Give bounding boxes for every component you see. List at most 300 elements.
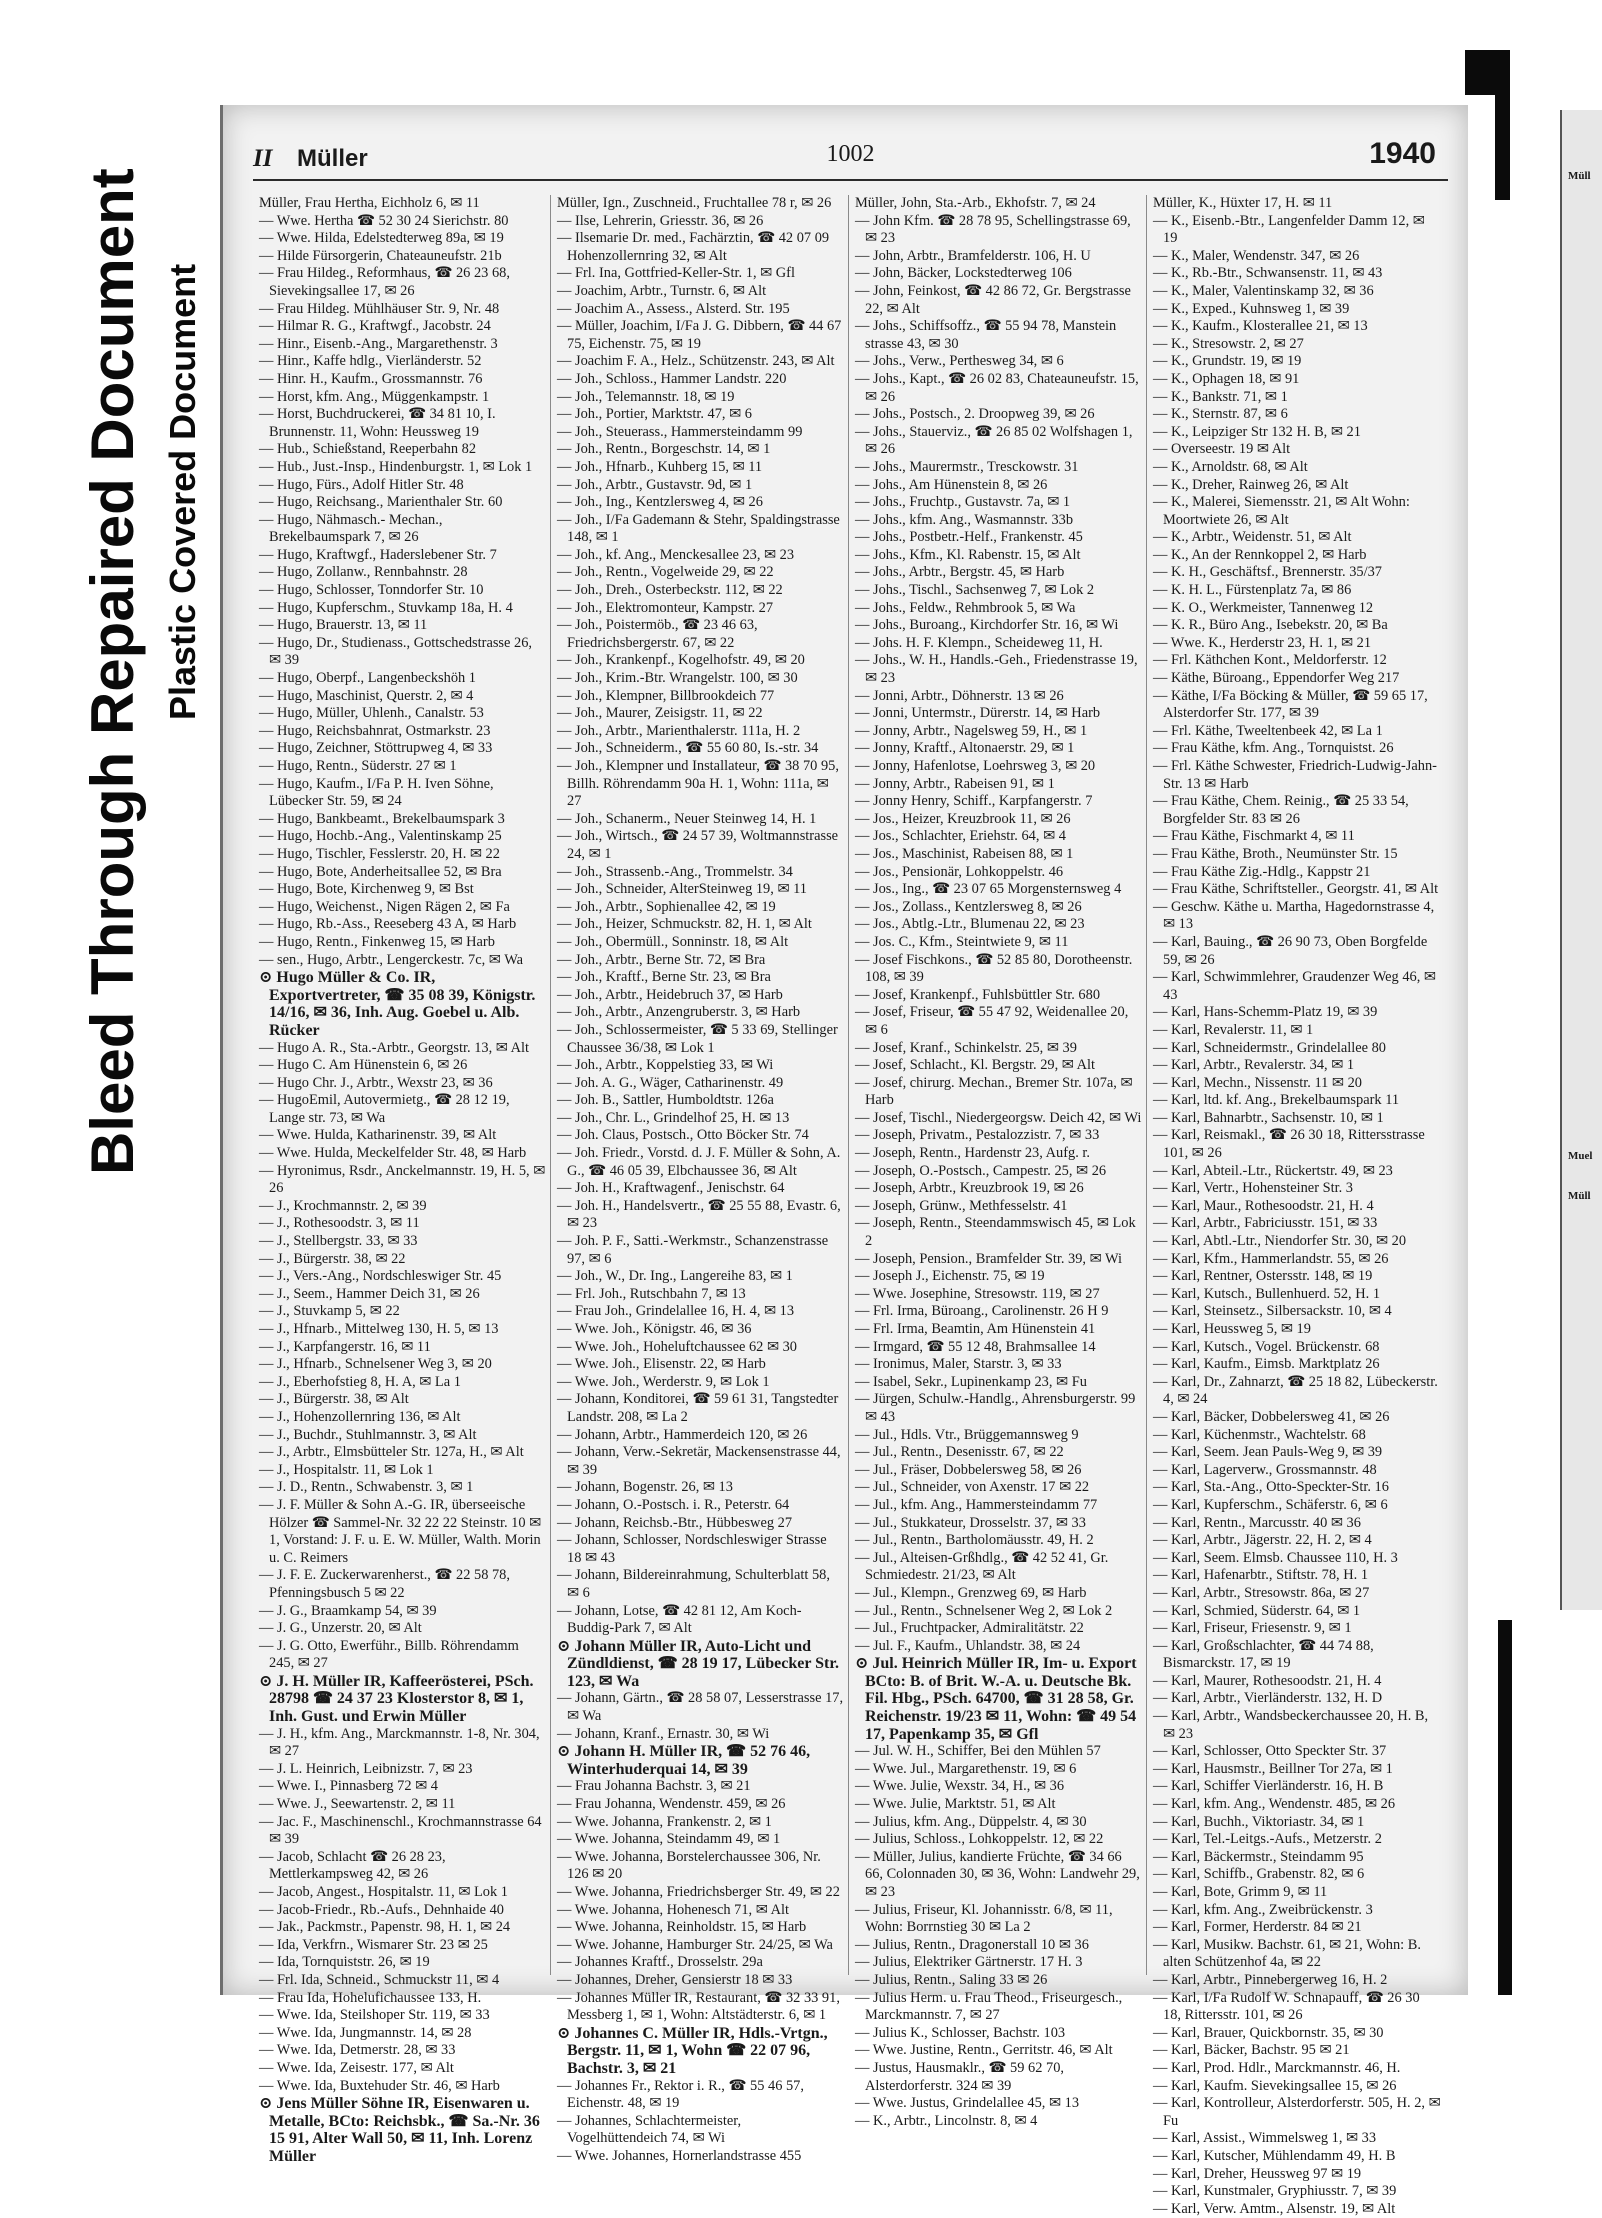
directory-entry: — Karl, Kfm., Hammerlandstr. 55, ✉ 26 bbox=[1153, 1250, 1389, 1267]
directory-entry: — Karl, Verw. Amtm., Alsenstr. 19, ✉ Alt bbox=[1153, 2200, 1396, 2217]
directory-entry: — John Kfm. ☎ 28 78 95, Schellingstrasse 69, ✉ 23 bbox=[855, 212, 1131, 247]
directory-entry: — Johann, Gärtn., ☎ 28 58 07, Lesserstrasse 17, ✉ Wa bbox=[557, 1690, 844, 1725]
directory-entry: Müller, Frau Hertha, Eichholz 6, ✉ 11 bbox=[259, 195, 480, 211]
column-1 bbox=[253, 195, 551, 2165]
directory-entry: — Josef, chirurg. Mechan., Bremer Str. 107a, ✉ Harb bbox=[855, 1074, 1133, 1109]
directory-entry: — Johs., Maurermstr., Tresckowstr. 31 bbox=[855, 458, 1079, 475]
directory-entry: — Julius Herm. u. Frau Theod., Friseurgesch., Marckmannstr. 7, ✉ 27 bbox=[855, 1989, 1123, 2024]
directory-entry: — Joh. H., Handelsvertr., ☎ 25 55 88, Evastr. 6, ✉ 23 bbox=[557, 1197, 841, 1232]
directory-entry: — Hub., Just.-Insp., Hindenburgstr. 1, ✉ Lok 1 bbox=[259, 458, 533, 475]
directory-entry: — Joh., Steuerass., Hammersteindamm 99 bbox=[557, 423, 803, 440]
directory-entry: — Jonny, Hafenlotse, Loehrsweg 3, ✉ 20 bbox=[855, 758, 1096, 774]
directory-entry: — Karl, Maur., Rothesoodstr. 21, H. 4 bbox=[1153, 1197, 1374, 1214]
directory-entry: — Joh., Hfnarb., Kuhberg 15, ✉ 11 bbox=[557, 458, 763, 475]
directory-entry: — K., Leipziger Str 132 H. B, ✉ 21 bbox=[1153, 423, 1361, 440]
directory-entry: — Johann, O.-Postsch. i. R., Peterstr. 64 bbox=[557, 1496, 790, 1513]
directory-entry: — Hugo, Weichenst., Nigen Rägen 2, ✉ Fa bbox=[259, 898, 510, 915]
directory-entry: — Wwe. Hulda, Meckelfelder Str. 48, ✉ Harb bbox=[259, 1145, 527, 1162]
directory-entry: — Müller, Joachim, I/Fa J. G. Dibbern, ☎ 44 67 75, Eichenstr. 75, ✉ 19 bbox=[557, 318, 842, 352]
directory-entry: — Jul., Rentn., Desenisstr. 67, ✉ 22 bbox=[855, 1444, 1064, 1461]
directory-entry: — K., Arbtr., Weidenstr. 51, ✉ Alt bbox=[1153, 529, 1352, 546]
header-surname: Müller bbox=[297, 145, 368, 172]
directory-entry: — Jul., Rentn., Bartholomäusstr. 49, H. 2 bbox=[855, 1532, 1094, 1549]
directory-entry: — J., Bürgerstr. 38, ✉ Alt bbox=[259, 1391, 409, 1408]
directory-entry: — Karl, Bäckermstr., Steindamm 95 bbox=[1153, 1848, 1364, 1865]
directory-entry: — Hinr., Eisenb.-Ang., Margarethenstr. 3 bbox=[259, 335, 498, 352]
directory-entry: — Hugo, Nähmasch.- Mechan., Brekelbaumspark 7, ✉ 26 bbox=[259, 511, 443, 546]
directory-entry: — Jos., Maschinist, Rabeisen 88, ✉ 1 bbox=[855, 845, 1074, 862]
directory-entry: — Jul., Alteisen-Grßhdlg., ☎ 42 52 41, Gr. Schmiedestr. 21/23, ✉ Alt bbox=[855, 1549, 1109, 1584]
directory-entry: — Ironimus, Maler, Starstr. 3, ✉ 33 bbox=[855, 1356, 1062, 1373]
column-4 bbox=[1147, 195, 1445, 2217]
directory-entry: — Joh., Schneider, AlterSteinweg 19, ✉ 11 bbox=[557, 881, 807, 898]
directory-entry: — Jacob-Friedr., Rb.-Aufs., Dehnhaide 40 bbox=[259, 1901, 504, 1918]
directory-entry: — Frl. Joh., Rutschbahn 7, ✉ 13 bbox=[557, 1285, 746, 1302]
directory-entry: — Karl, Arbtr., Jägerstr. 22, H. 2, ✉ 4 bbox=[1153, 1532, 1372, 1549]
directory-entry: — Karl, Brauer, Quickbornstr. 35, ✉ 30 bbox=[1153, 2024, 1384, 2041]
directory-entry: — Johannes, Dreher, Gensierstr 18 ✉ 33 bbox=[557, 1971, 793, 1988]
directory-entry: — Karl, Tel.-Leitgs.-Aufs., Metzerstr. 2 bbox=[1153, 1831, 1382, 1848]
directory-entry: — Wwe. Justus, Grindelallee 45, ✉ 13 bbox=[855, 2095, 1080, 2112]
directory-entry: — Hugo, Tischler, Fesslerstr. 20, H. ✉ 22 bbox=[259, 845, 500, 862]
directory-entry: — Karl, Kutscher, Mühlendamm 49, H. B bbox=[1153, 2147, 1396, 2164]
directory-entry: — Jonny, Arbtr., Nagelsweg 59, H., ✉ 1 bbox=[855, 722, 1088, 739]
directory-entry: — Hugo, Maschinist, Querstr. 2, ✉ 4 bbox=[259, 687, 474, 704]
directory-entry: — Karl, Hafenarbtr., Stiftstr. 78, H. 1 bbox=[1153, 1567, 1369, 1584]
directory-entry: — Joh., Klempner und Installateur, ☎ 38 70 95, Billh. Röhrendamm 90a H. 1, Wohn: 111a, ✉ 27 bbox=[557, 758, 839, 810]
scan-edge-right-upper bbox=[1495, 50, 1510, 200]
directory-entry: — Karl, Bäcker, Dobbelersweg 41, ✉ 26 bbox=[1153, 1408, 1390, 1425]
directory-entry: — Joh., Arbtr., Koppelstieg 33, ✉ Wi bbox=[557, 1057, 774, 1074]
directory-entry: — Joh., Rentn., Vogelweide 29, ✉ 22 bbox=[557, 564, 774, 581]
directory-entry: ⊙ Johann Müller IR, Auto-Licht und Zündldienst, ☎ 28 19 17, Lübecker Str. 123, ✉ Wa bbox=[557, 1637, 839, 1690]
directory-entry: — Joh., Elektromonteur, Kampstr. 27 bbox=[557, 599, 774, 616]
directory-entry: — Joachim F. A., Helz., Schützenstr. 243, ✉ Alt bbox=[557, 353, 835, 370]
directory-entry: — Horst, kfm. Ang., Müggenkampstr. 1 bbox=[259, 388, 490, 405]
directory-entry: ⊙ Johannes C. Müller IR, Hdls.-Vrtgn., Bergstr. 11, ✉ 1, Wohn ☎ 22 07 96, Bachstr. 3, ✉ 21 bbox=[557, 2024, 828, 2077]
directory-entry: — Josef, Tischl., Niedergeorgsw. Deich 42, ✉ Wi bbox=[855, 1109, 1142, 1126]
directory-entry: — J., Buchdr., Stuhlmannstr. 3, ✉ Alt bbox=[259, 1426, 477, 1443]
directory-entry: — Julius, Friseur, Kl. Johannisstr. 6/8, ✉ 11, Wohn: Borrnstieg 30 ✉ La 2 bbox=[855, 1901, 1113, 1936]
directory-entry: — J., Eberhofstieg 8, H. A, ✉ La 1 bbox=[259, 1373, 461, 1390]
directory-entry: — Karl, Kaufm. Sievekingsallee 15, ✉ 26 bbox=[1153, 2077, 1397, 2094]
directory-entry: — K., Ophagen 18, ✉ 91 bbox=[1153, 370, 1300, 387]
directory-entry: — Jonny, Kraftf., Altonaerstr. 29, ✉ 1 bbox=[855, 740, 1075, 757]
directory-entry: — Joh. B., Sattler, Humboldtstr. 126a bbox=[557, 1092, 774, 1109]
directory-entry: — Joh., Heizer, Schmuckstr. 82, H. 1, ✉ Alt bbox=[557, 916, 812, 933]
directory-entry: — K. O., Werkmeister, Tannenweg 12 bbox=[1153, 599, 1374, 616]
directory-entry: — Jos., Ing., ☎ 23 07 65 Morgensternsweg 4 bbox=[855, 881, 1122, 898]
directory-entry: — Wwe. Hertha ☎ 52 30 24 Sierichstr. 80 bbox=[259, 212, 509, 229]
directory-entry: — Wwe. J., Seewartenstr. 2, ✉ 11 bbox=[259, 1796, 456, 1813]
directory-entry: — Joh., W., Dr. Ing., Langereihe 83, ✉ 1 bbox=[557, 1268, 793, 1285]
directory-entry: — Frau Käthe, Schriftsteller., Georgstr. 41, ✉ Alt bbox=[1153, 881, 1439, 898]
directory-entry: — Hilde Fürsorgerin, Chateauneufstr. 21b bbox=[259, 247, 502, 264]
directory-entry: Müller, K., Hüxter 17, H. ✉ 11 bbox=[1153, 195, 1333, 211]
directory-entry: — Wwe. Ida, Detmerstr. 28, ✉ 33 bbox=[259, 2042, 456, 2059]
directory-entry: — Karl, Großschlachter, ☎ 44 74 88, Bismarckstr. 17, ✉ 19 bbox=[1153, 1637, 1374, 1672]
directory-entry: — Karl, Kunstmaler, Gryphiusstr. 7, ✉ 39 bbox=[1153, 2183, 1397, 2200]
directory-entry: ⊙ J. H. Müller IR, Kaffeerösterei, PSch. 28798 ☎ 24 37 23 Klosterstor 8, ✉ 1, Inh. Gust. und Erwin Müller bbox=[259, 1672, 534, 1726]
strip-label-3: Müll bbox=[1568, 1190, 1591, 1202]
directory-entry: — Käthe, Büroang., Eppendorfer Weg 217 bbox=[1153, 670, 1400, 687]
directory-entry: — Joh., I/Fa Gademann & Stehr, Spaldingstrasse 148, ✉ 1 bbox=[557, 511, 840, 546]
directory-entry: — J. F. E. Zuckerwarenherst., ☎ 22 58 78, Pfenningsbusch 5 ✉ 22 bbox=[259, 1567, 510, 1601]
directory-entry: — Joh., Obermüll., Sonninstr. 18, ✉ Alt bbox=[557, 933, 789, 950]
directory-entry: — Johs., Buroang., Kirchdorfer Str. 16, ✉ Wi bbox=[855, 617, 1119, 634]
directory-entry: — Karl, Seem. Elmsb. Chaussee 110, H. 3 bbox=[1153, 1549, 1398, 1566]
directory-entry: — Johs., kfm. Ang., Wasmannstr. 33b bbox=[855, 511, 1074, 528]
directory-entry: — Jak., Packmstr., Papenstr. 98, H. 1, ✉ 24 bbox=[259, 1919, 511, 1936]
directory-entry: — Hugo C. Am Hünenstein 6, ✉ 26 bbox=[259, 1057, 468, 1074]
directory-entry: — Joseph, Rentn., Hardenstr 23, Aufg. r. bbox=[855, 1145, 1091, 1162]
directory-entry: — Joh. Claus, Postsch., Otto Böcker Str. 74 bbox=[557, 1127, 809, 1144]
directory-entry: — Wwe. Justine, Rentn., Gerritstr. 46, ✉ Alt bbox=[855, 2042, 1113, 2059]
directory-entry: — Wwe. Joh., Werderstr. 9, ✉ Lok 1 bbox=[557, 1373, 770, 1390]
directory-entry: — Joh., Arbtr., Berne Str. 72, ✉ Bra bbox=[557, 951, 766, 968]
directory-entry: — Hugo, Dr., Studienass., Gottschedstrasse 26, ✉ 39 bbox=[259, 634, 532, 669]
directory-entry: — John, Arbtr., Bramfelderstr. 106, H. U bbox=[855, 247, 1091, 264]
directory-entry: — Frau Johanna Bachstr. 3, ✉ 21 bbox=[557, 1778, 751, 1795]
directory-entry: — Wwe. Joh., Hoheluftchaussee 62 ✉ 30 bbox=[557, 1338, 797, 1355]
directory-entry: — Karl, Arbtr., Stresowstr. 86a, ✉ 27 bbox=[1153, 1584, 1370, 1601]
directory-entry: — Hugo, Zollanw., Rennbahnstr. 28 bbox=[259, 564, 468, 581]
directory-entry: — J. G., Unzerstr. 20, ✉ Alt bbox=[259, 1620, 422, 1637]
directory-entry: — Julius, Rentn., Dragonerstall 10 ✉ 36 bbox=[855, 1936, 1089, 1953]
directory-entry: — Karl, Kutsch., Vogel. Brückenstr. 68 bbox=[1153, 1338, 1380, 1355]
directory-entry: — Johs., Arbtr., Bergstr. 45, ✉ Harb bbox=[855, 564, 1065, 581]
directory-entry: — Ida, Verkfrn., Wismarer Str. 23 ✉ 25 bbox=[259, 1936, 488, 1953]
directory-entry: — Frl. Käthe, Tweeltenbeek 42, ✉ La 1 bbox=[1153, 722, 1383, 739]
directory-entry: — Josef Fischkons., ☎ 52 85 80, Dorotheenstr. 108, ✉ 39 bbox=[855, 951, 1133, 986]
directory-entry: — Hugo, Reichsbahnrat, Ostmarkstr. 23 bbox=[259, 722, 491, 739]
directory-entry: — Wwe. Johanne, Hamburger Str. 24/25, ✉ Wa bbox=[557, 1936, 833, 1953]
directory-entry: — Frau Käthe, Broth., Neumünster Str. 15 bbox=[1153, 845, 1398, 862]
directory-entry: — Jonni, Arbtr., Döhnerstr. 13 ✉ 26 bbox=[855, 687, 1064, 704]
directory-entry: — Johs., Kfm., Kl. Rabenstr. 15, ✉ Alt bbox=[855, 546, 1081, 563]
directory-entry: — Karl, Kaufm., Eimsb. Marktplatz 26 bbox=[1153, 1356, 1380, 1373]
directory-entry: — Karl, Seem. Jean Pauls-Weg 9, ✉ 39 bbox=[1153, 1444, 1383, 1461]
directory-entry: — Johs., Postbetr.-Helf., Frankenstr. 45 bbox=[855, 529, 1083, 546]
directory-entry: — Hinr., Kaffe hdlg., Vierländerstr. 52 bbox=[259, 353, 482, 370]
directory-entry: — J., Seem., Hammer Deich 31, ✉ 26 bbox=[259, 1285, 480, 1302]
directory-entry: — Karl, kfm. Ang., Wendenstr. 485, ✉ 26 bbox=[1153, 1796, 1396, 1813]
directory-entry: — K., An der Rennkoppel 2, ✉ Harb bbox=[1153, 546, 1367, 563]
directory-entry: — J., Hospitalstr. 11, ✉ Lok 1 bbox=[259, 1461, 434, 1478]
directory-entry: — K. R., Büro Ang., Isebekstr. 20, ✉ Ba bbox=[1153, 617, 1388, 634]
directory-entry: — Wwe. Johanna, Friedrichsberger Str. 49, ✉ 22 bbox=[557, 1884, 840, 1900]
directory-entry: — Joh., Schlossermeister, ☎ 5 33 69, Stellinger Chaussee 36/38, ✉ Lok 1 bbox=[557, 1021, 838, 1056]
directory-entry: — J., Hohenzollernring 136, ✉ Alt bbox=[259, 1408, 461, 1425]
directory-entry: — Johann, Arbtr., Hammerdeich 120, ✉ 26 bbox=[557, 1426, 808, 1443]
directory-entry: — Karl, Schlosser, Otto Speckter Str. 37 bbox=[1153, 1743, 1387, 1760]
directory-entry: — Frl. Käthchen Kont., Meldorferstr. 12 bbox=[1153, 652, 1387, 669]
directory-entry: — Karl, Mechn., Nissenstr. 11 ✉ 20 bbox=[1153, 1074, 1362, 1091]
directory-entry: — K., Maler, Wendenstr. 347, ✉ 26 bbox=[1153, 247, 1360, 264]
directory-entry: — Hinr. H., Kaufm., Grossmannstr. 76 bbox=[259, 370, 483, 387]
directory-entry: — J., Rothesoodstr. 3, ✉ 11 bbox=[259, 1215, 420, 1232]
directory-entry: — K., Dreher, Rainweg 26, ✉ Alt bbox=[1153, 476, 1349, 493]
directory-entry: — Joseph, Arbtr., Kreuzbrook 19, ✉ 26 bbox=[855, 1180, 1084, 1197]
directory-entry: — Johs., Am Hünenstein 8, ✉ 26 bbox=[855, 476, 1048, 493]
directory-entry: — Frl. Ina, Gottfried-Keller-Str. 1, ✉ Gfl bbox=[557, 265, 795, 282]
directory-entry: — Hugo, Kupferschm., Stuvkamp 18a, H. 4 bbox=[259, 599, 513, 616]
directory-entry: — Johannes Müller IR, Restaurant, ☎ 32 33 91, Messberg 1, ✉ 1, Wohn: Altstädterstr. 6, ✉ 1 bbox=[557, 1989, 840, 2024]
directory-entry: — Jonny, Arbtr., Rabeisen 91, ✉ 1 bbox=[855, 775, 1055, 792]
directory-entry: — Johs., Kapt., ☎ 26 02 83, Chateauneufstr. 15, ✉ 26 bbox=[855, 370, 1139, 405]
directory-entry: — Frau Ida, Hohelufichaussee 133, H. bbox=[259, 1989, 482, 2006]
directory-entry: ⊙ Jul. Heinrich Müller IR, Im- u. Export BCto: B. of Brit. W.-A. u. Deutsche Bk. Fil. Hbg., PSch. 64700, ☎ 31 28 58, Gr. Reichenstr. 19/23 ✉ 11, Wohn: ☎ 49 54 17, Papenkamp 35, ✉ Gfl bbox=[855, 1655, 1137, 1743]
directory-entry: — Karl, ltd. kf. Ang., Brekelbaumspark 11 bbox=[1153, 1092, 1400, 1109]
directory-entry: — Karl, Dreher, Heussweg 97 ✉ 19 bbox=[1153, 2165, 1362, 2182]
directory-entry: — Jul., Fräser, Dobbelersweg 58, ✉ 26 bbox=[855, 1461, 1082, 1478]
directory-entry: — Wwe. Julie, Marktstr. 51, ✉ Alt bbox=[855, 1796, 1056, 1813]
directory-entry: — Karl, Hans-Schemm-Platz 19, ✉ 39 bbox=[1153, 1004, 1378, 1021]
directory-entry: — Jul., Rentn., Schnelsener Weg 2, ✉ Lok 2 bbox=[855, 1602, 1113, 1619]
directory-entry: — Hugo, Bote, Anderheitsallee 52, ✉ Bra bbox=[259, 863, 502, 880]
directory-entry: — Jonny Henry, Schiff., Karpfangerstr. 7 bbox=[855, 793, 1093, 810]
directory-entry: — J. F. Müller & Sohn A.-G. IR, überseeische Hölzer ☎ Sammel-Nr. 32 22 22 Steinstr. 10 ✉ 1, Vorstand: J. F. u. E. W. Müller, Walth. Morin u. C. Reimers bbox=[259, 1496, 542, 1566]
directory-entry: — Wwe. Hilda, Edelstedterweg 89a, ✉ 19 bbox=[259, 230, 504, 247]
directory-entry: — Käthe, I/Fa Böcking & Müller, ☎ 59 65 17, Alsterdorfer Str. 177, ✉ 39 bbox=[1153, 687, 1428, 722]
directory-entry: — Joh., Arbtr., Sophienallee 42, ✉ 19 bbox=[557, 898, 776, 915]
directory-entry: — Wwe. Johannes, Hornerlandstrasse 455 bbox=[557, 2147, 802, 2164]
directory-entry: — K., Maler, Valentinskamp 32, ✉ 36 bbox=[1153, 282, 1374, 299]
directory-entry: — K., Stresowstr. 2, ✉ 27 bbox=[1153, 335, 1304, 352]
directory-entry: — Joseph, Privatm., Pestalozzistr. 7, ✉ 33 bbox=[855, 1127, 1100, 1144]
directory-entry: — Karl, Bauing., ☎ 26 90 73, Oben Borgfelde 59, ✉ 26 bbox=[1153, 933, 1428, 968]
directory-entry: — Frau Käthe, Chem. Reinig., ☎ 25 33 54, Borgfelder Str. 83 ✉ 26 bbox=[1153, 793, 1409, 827]
directory-entry: — Joh., Rentn., Borgeschstr. 14, ✉ 1 bbox=[557, 441, 771, 458]
directory-entry: — Hugo, Bankbeamt., Brekelbaumspark 3 bbox=[259, 810, 505, 827]
directory-entry: — Karl, Kutsch., Bullenhuerd. 52, H. 1 bbox=[1153, 1285, 1381, 1302]
directory-entry: — Justus, Hausmaklr., ☎ 59 62 70, Alsterdorferstr. 324 ✉ 39 bbox=[855, 2059, 1065, 2094]
directory-entry: — K., Kaufm., Klosterallee 21, ✉ 13 bbox=[1153, 318, 1368, 335]
directory-entry: — Joachim A., Assess., Alsterd. Str. 195 bbox=[557, 300, 790, 317]
directory-page bbox=[220, 105, 1468, 2217]
directory-entry: — Johs. H. F. Klempn., Scheideweg 11, H. bbox=[855, 634, 1103, 651]
directory-entry: — Overseestr. 19 ✉ Alt bbox=[1153, 441, 1291, 458]
directory-entry: — Jul., Schneider, von Axenstr. 17 ✉ 22 bbox=[855, 1479, 1090, 1496]
directory-entry: — J. L. Heinrich, Leibnizstr. 7, ✉ 23 bbox=[259, 1760, 473, 1777]
directory-entry: — Karl, Arbtr., Revalerstr. 34, ✉ 1 bbox=[1153, 1057, 1355, 1074]
directory-entry: — J. H., kfm. Ang., Marckmannstr. 1-8, Nr. 304, ✉ 27 bbox=[259, 1725, 540, 1760]
directory-entry: — Karl, Kupferschm., Schäferstr. 6, ✉ 6 bbox=[1153, 1496, 1388, 1513]
directory-entry: — K., Arnoldstr. 68, ✉ Alt bbox=[1153, 458, 1308, 475]
directory-entry: — Karl, Arbtr., Wandsbeckerchaussee 20, H. B, ✉ 23 bbox=[1153, 1708, 1429, 1742]
directory-entry: — Jul. W. H., Schiffer, Bei den Mühlen 57 bbox=[855, 1743, 1101, 1760]
directory-entry: — Johs., Stauerviz., ☎ 26 85 02 Wolfshagen 1, ✉ 26 bbox=[855, 423, 1133, 458]
directory-entry: — J., Hfnarb., Schnelsener Weg 3, ✉ 20 bbox=[259, 1356, 492, 1373]
directory-entry: — Joh., Wirtsch., ☎ 24 57 39, Woltmannstrasse 24, ✉ 1 bbox=[557, 828, 839, 862]
directory-entry: — Joh., Telemannstr. 18, ✉ 19 bbox=[557, 388, 735, 405]
directory-entry: — HugoEmil, Autovermietg., ☎ 28 12 19, Lange str. 73, ✉ Wa bbox=[259, 1092, 510, 1126]
directory-entry: — Johs., Verw., Perthesweg 34, ✉ 6 bbox=[855, 353, 1064, 370]
directory-entry: — Hugo, Hochb.-Ang., Valentinskamp 25 bbox=[259, 828, 502, 845]
column-2 bbox=[551, 195, 849, 2164]
directory-entry: — Karl, Bäcker, Bachstr. 95 ✉ 21 bbox=[1153, 2042, 1350, 2059]
directory-entry: — Jul. F., Kaufm., Uhlandstr. 38, ✉ 24 bbox=[855, 1637, 1081, 1654]
directory-entry: — Jos., Abtlg.-Ltr., Blumenau 22, ✉ 23 bbox=[855, 916, 1085, 933]
strip-label-1: Müll bbox=[1568, 170, 1591, 182]
directory-entry: — Joseph J., Eichenstr. 75, ✉ 19 bbox=[855, 1268, 1045, 1285]
directory-entry: — K., Malerei, Siemensstr. 21, ✉ Alt Wohn: Moortwiete 26, ✉ Alt bbox=[1153, 494, 1410, 528]
directory-entry: — J., Hfnarb., Mittelweg 130, H. 5, ✉ 13 bbox=[259, 1321, 499, 1337]
directory-entry: — Karl, Bote, Grimm 9, ✉ 11 bbox=[1153, 1884, 1328, 1900]
directory-entry: — Johs., W. H., Handls.-Geh., Friedenstrasse 19, ✉ 23 bbox=[855, 652, 1138, 687]
directory-entry: — Joh. P. F., Satti.-Werkmstr., Schanzenstrasse 97, ✉ 6 bbox=[557, 1233, 829, 1267]
directory-entry: — J. G. Otto, Ewerführ., Billb. Röhrendamm 245, ✉ 27 bbox=[259, 1637, 519, 1672]
scan-edge-right-lower bbox=[1498, 1620, 1512, 1995]
directory-entry: — Hugo, Rentn., Süderstr. 27 ✉ 1 bbox=[259, 758, 457, 774]
directory-entry: — John, Feinkost, ☎ 42 86 72, Gr. Bergstrasse 22, ✉ Alt bbox=[855, 282, 1131, 317]
directory-entry: — Joh., Arbtr., Heidebruch 37, ✉ Harb bbox=[557, 986, 783, 1003]
directory-entry: — Hugo, Brauerstr. 13, ✉ 11 bbox=[259, 617, 428, 634]
section-number: II bbox=[253, 145, 273, 172]
directory-entry: — Karl, Dr., Zahnarzt, ☎ 25 18 82, Lübeckerstr. 4, ✉ 24 bbox=[1153, 1373, 1438, 1408]
directory-entry: — Johs., Schiffsoffz., ☎ 55 94 78, Manstein strasse 43, ✉ 30 bbox=[855, 318, 1117, 352]
directory-entry: — J. D., Rentn., Schwabenstr. 3, ✉ 1 bbox=[259, 1479, 474, 1496]
directory-entry: — Hugo, Rb.-Ass., Reeseberg 43 A, ✉ Harb bbox=[259, 916, 517, 933]
directory-entry: — K., Sternstr. 87, ✉ 6 bbox=[1153, 406, 1288, 423]
directory-entry: — Karl, Arbtr., Pinnebergerweg 16, H. 2 bbox=[1153, 1971, 1388, 1988]
directory-entry: — Frl. Käthe Schwester, Friedrich-Ludwig-Jahn-Str. 13 ✉ Harb bbox=[1153, 758, 1437, 792]
directory-entry: — Hugo, Kaufm., I/Fa P. H. Iven Söhne, Lübecker Str. 59, ✉ 24 bbox=[259, 775, 494, 810]
directory-entry: — Wwe. Julie, Wexstr. 34, H., ✉ 36 bbox=[855, 1778, 1065, 1795]
directory-entry: — sen., Hugo, Arbtr., Lengerckestr. 7c, ✉ Wa bbox=[259, 951, 524, 968]
directory-entry: — Hyronimus, Rsdr., Anckelmannstr. 19, H. 5, ✉ 26 bbox=[259, 1162, 546, 1197]
directory-entry: — Jul., Fruchtpacker, Admiralitätstr. 22 bbox=[855, 1620, 1084, 1637]
directory-entry: — Karl, Schwimmlehrer, Graudenzer Weg 46, ✉ 43 bbox=[1153, 969, 1436, 1003]
directory-entry: — Julius, Schloss., Lohkoppelstr. 12, ✉ 22 bbox=[855, 1831, 1104, 1848]
directory-entry: — Frau Hildeg., Reformhaus, ☎ 26 23 68, Sievekingsallee 17, ✉ 26 bbox=[259, 265, 510, 299]
directory-entry: — Wwe. K., Herderstr 23, H. 1, ✉ 21 bbox=[1153, 634, 1372, 651]
directory-entry: — Wwe. Joh., Elisenstr. 22, ✉ Harb bbox=[557, 1356, 766, 1373]
directory-entry: — K. H. L., Fürstenplatz 7a, ✉ 86 bbox=[1153, 582, 1352, 599]
directory-entry: — Frl. Irma, Büroang., Carolinenstr. 26 H 9 bbox=[855, 1303, 1109, 1320]
directory-entry: — Julius, Elektriker Gärtnerstr. 17 H. 3 bbox=[855, 1954, 1083, 1971]
directory-entry: — Karl, Arbtr., Fabriciusstr. 151, ✉ 33 bbox=[1153, 1215, 1378, 1232]
directory-entry: — Johann, Lotse, ☎ 42 81 12, Am Koch-Buddig-Park 7, ✉ Alt bbox=[557, 1602, 802, 1637]
directory-entry: — Jos., Zollass., Kentzlersweg 8, ✉ 26 bbox=[855, 898, 1082, 915]
directory-entry: — Frau Käthe Zig.-Hdlg., Kappstr 21 bbox=[1153, 863, 1371, 880]
directory-entry: ⊙ Johann H. Müller IR, ☎ 52 76 46, Winterhuderquai 14, ✉ 39 bbox=[557, 1743, 811, 1778]
page-header bbox=[253, 135, 1448, 181]
directory-entry: — Frau Hildeg. Mühlhäuser Str. 9, Nr. 48 bbox=[259, 300, 500, 317]
directory-entry: — Wwe. Ida, Steilshoper Str. 119, ✉ 33 bbox=[259, 2007, 490, 2024]
directory-entry: — Karl, Vertr., Hohensteiner Str. 3 bbox=[1153, 1180, 1353, 1197]
directory-entry: — Joh., Krim.-Btr. Wrangelstr. 100, ✉ 30 bbox=[557, 670, 798, 687]
directory-entry: — K., Eisenb.-Btr., Langenfelder Damm 12, ✉ 19 bbox=[1153, 212, 1425, 247]
directory-entry: — Frau Käthe, Fischmarkt 4, ✉ 11 bbox=[1153, 828, 1355, 845]
directory-entry: — J. G., Braamkamp 54, ✉ 39 bbox=[259, 1602, 437, 1619]
directory-entry: — Karl, Buchh., Viktoriastr. 34, ✉ 1 bbox=[1153, 1813, 1365, 1830]
directory-entry: — Ilse, Lehrerin, Griesstr. 36, ✉ 26 bbox=[557, 212, 764, 229]
directory-entry: — Wwe. Ida, Jungmannstr. 14, ✉ 28 bbox=[259, 2024, 472, 2041]
directory-entry: — Karl, Sta.-Ang., Otto-Speckter-Str. 16 bbox=[1153, 1479, 1389, 1496]
directory-entry: — Geschw. Käthe u. Martha, Hagedornstrasse 4, ✉ 13 bbox=[1153, 898, 1435, 933]
directory-entry: — Karl, Heussweg 5, ✉ 19 bbox=[1153, 1321, 1311, 1337]
directory-entry: — Isabel, Sekr., Lupinenkamp 23, ✉ Fu bbox=[855, 1373, 1087, 1390]
directory-entry: — Johannes Fr., Rektor i. R., ☎ 55 46 57, Eichenstr. 48, ✉ 19 bbox=[557, 2077, 804, 2112]
directory-entry: — Joseph, O.-Postsch., Campestr. 25, ✉ 26 bbox=[855, 1162, 1107, 1179]
directory-entry: — Wwe. Hulda, Katharinenstr. 39, ✉ Alt bbox=[259, 1127, 497, 1144]
directory-entry: — Johann, Konditorei, ☎ 59 61 31, Tangstedter Landstr. 208, ✉ La 2 bbox=[557, 1391, 839, 1425]
directory-entry: — K., Rb.-Btr., Schwansenstr. 11, ✉ 43 bbox=[1153, 265, 1383, 282]
directory-entry: — Hugo, Fürs., Adolf Hitler Str. 48 bbox=[259, 476, 464, 493]
directory-entry: — Joh., kf. Ang., Menckesallee 23, ✉ 23 bbox=[557, 546, 795, 563]
directory-entry: — Karl, Schmied, Süderstr. 64, ✉ 1 bbox=[1153, 1602, 1361, 1619]
directory-entry: — Johann, Kranf., Ernastr. 30, ✉ Wi bbox=[557, 1725, 770, 1742]
directory-entry: — Karl, I/Fa Rudolf W. Schnapauff, ☎ 26 30 18, Rittersstr. 101, ✉ 26 bbox=[1153, 1989, 1420, 2024]
directory-entry: Müller, John, Sta.-Arb., Ekhofstr. 7, ✉ 24 bbox=[855, 195, 1096, 211]
directory-entry: — K., Arbtr., Lincolnstr. 8, ✉ 4 bbox=[855, 2112, 1038, 2129]
directory-entry: — K. H., Geschäftsf., Brennerstr. 35/37 bbox=[1153, 564, 1383, 581]
directory-entry: — Jul., Stukkateur, Drosselstr. 37, ✉ 33 bbox=[855, 1514, 1086, 1531]
directory-entry: — Karl, Abteil.-Ltr., Rückertstr. 49, ✉ 23 bbox=[1153, 1162, 1393, 1179]
directory-entry: — Jürgen, Schulw.-Handlg., Ahrensburgerstr. 99 ✉ 43 bbox=[855, 1391, 1136, 1425]
directory-entry: — Joh., Arbtr., Gustavstr. 9d, ✉ 1 bbox=[557, 476, 753, 493]
directory-entry: — Karl, Schiffb., Grabenstr. 82, ✉ 6 bbox=[1153, 1866, 1365, 1883]
directory-entry: — Jos. C., Kfm., Steintwiete 9, ✉ 11 bbox=[855, 933, 1069, 950]
directory-entry: — Jul., kfm. Ang., Hammersteindamm 77 bbox=[855, 1496, 1098, 1513]
directory-year: 1940 bbox=[1369, 137, 1436, 170]
directory-entry: — Joh., Schloss., Hammer Landstr. 220 bbox=[557, 370, 787, 387]
column-3 bbox=[849, 195, 1147, 2129]
directory-entry: — Hugo Chr. J., Arbtr., Wexstr 23, ✉ 36 bbox=[259, 1074, 493, 1091]
directory-entry: — Joh., Dreh., Osterbeckstr. 112, ✉ 22 bbox=[557, 582, 783, 599]
directory-entry: — Karl, Rentner, Ostersstr. 148, ✉ 19 bbox=[1153, 1268, 1373, 1285]
directory-entry: — Karl, Arbtr., Vierländerstr. 132, H. D bbox=[1153, 1690, 1383, 1707]
directory-entry: Müller, Ign., Zuschneid., Fruchtallee 78 r, ✉ 26 bbox=[557, 195, 832, 211]
directory-entry: — Karl, Lagerverw., Grossmannstr. 48 bbox=[1153, 1461, 1377, 1478]
directory-entry: — Wwe. Johanna, Frankenstr. 2, ✉ 1 bbox=[557, 1813, 772, 1830]
directory-entry: — Johs., Feldw., Rehmbrook 5, ✉ Wa bbox=[855, 599, 1076, 616]
directory-entry: — Karl, Reismakl., ☎ 26 30 18, Rittersstrasse 101, ✉ 26 bbox=[1153, 1127, 1425, 1162]
directory-entry: — Karl, Revalerstr. 11, ✉ 1 bbox=[1153, 1021, 1314, 1038]
directory-entry: — Johs., Tischl., Sachsenweg 7, ✉ Lok 2 bbox=[855, 582, 1095, 599]
directory-entry: — Wwe. Jul., Margarethenstr. 19, ✉ 6 bbox=[855, 1760, 1077, 1777]
directory-entry: — Müller, Julius, kandierte Früchte, ☎ 34 66 66, Colonnaden 30, ✉ 36, Wohn: Landwehr 29, ✉ 23 bbox=[855, 1848, 1140, 1900]
directory-entry: — Frl. Irma, Beamtin, Am Hünenstein 41 bbox=[855, 1321, 1096, 1337]
directory-entry: — Johann, Schlosser, Nordschleswiger Strasse 18 ✉ 43 bbox=[557, 1532, 827, 1566]
directory-entry: — Horst, Buchdruckerei, ☎ 34 81 10, I. Brunnenstr. 11, Wohn: Heussweg 19 bbox=[259, 406, 496, 440]
directory-entry: — Joachim, Arbtr., Turnstr. 6, ✉ Alt bbox=[557, 282, 767, 299]
directory-entry: — Joh., Chr. L., Grindelhof 25, H. ✉ 13 bbox=[557, 1109, 790, 1126]
directory-entry: — Jonni, Untermstr., Dürerstr. 14, ✉ Harb bbox=[855, 705, 1101, 722]
directory-entry: — K., Grundstr. 19, ✉ 19 bbox=[1153, 353, 1302, 370]
directory-entry: — Josef, Krankenpf., Fuhlsbüttler Str. 680 bbox=[855, 986, 1101, 1003]
directory-entry: — Johs., Postsch., 2. Droopweg 39, ✉ 26 bbox=[855, 406, 1095, 423]
directory-entry: — J., Karpfangerstr. 16, ✉ 11 bbox=[259, 1338, 431, 1355]
directory-entry: — J., Vers.-Ang., Nordschleswiger Str. 45 bbox=[259, 1268, 502, 1285]
directory-entry: — Joh., Portier, Marktstr. 47, ✉ 6 bbox=[557, 406, 752, 423]
directory-entry: — Karl, Rentn., Marcusstr. 40 ✉ 36 bbox=[1153, 1514, 1361, 1531]
directory-entry: — Hugo, Müller, Uhlenh., Canalstr. 53 bbox=[259, 705, 484, 722]
directory-entry: — Karl, Steinsetz., Silbersackstr. 10, ✉ 4 bbox=[1153, 1303, 1392, 1320]
directory-entry: — K., Bankstr. 71, ✉ 1 bbox=[1153, 388, 1288, 405]
directory-entry: — Julius K., Schlosser, Bachstr. 103 bbox=[855, 2024, 1066, 2041]
directory-entry: — Karl, Assist., Wimmelsweg 1, ✉ 33 bbox=[1153, 2130, 1377, 2147]
page-number: 1002 bbox=[826, 141, 875, 167]
directory-entry: — Jos., Heizer, Kreuzbrook 11, ✉ 26 bbox=[855, 810, 1071, 827]
directory-entry: — Jos., Schlachter, Eriehstr. 64, ✉ 4 bbox=[855, 828, 1066, 845]
directory-entry: — Johann, Reichsb.-Btr., Hübbesweg 27 bbox=[557, 1514, 793, 1531]
directory-entry: — Wwe. Josephine, Stresowstr. 119, ✉ 27 bbox=[855, 1285, 1100, 1302]
directory-entry: — Johannes Kraftf., Drosselstr. 29a bbox=[557, 1954, 763, 1971]
directory-entry: — Wwe. Ida, Buxtehuder Str. 46, ✉ Harb bbox=[259, 2077, 500, 2094]
directory-entry: — Karl, Prod. Hdlr., Marckmannstr. 46, H. bbox=[1153, 2059, 1401, 2076]
